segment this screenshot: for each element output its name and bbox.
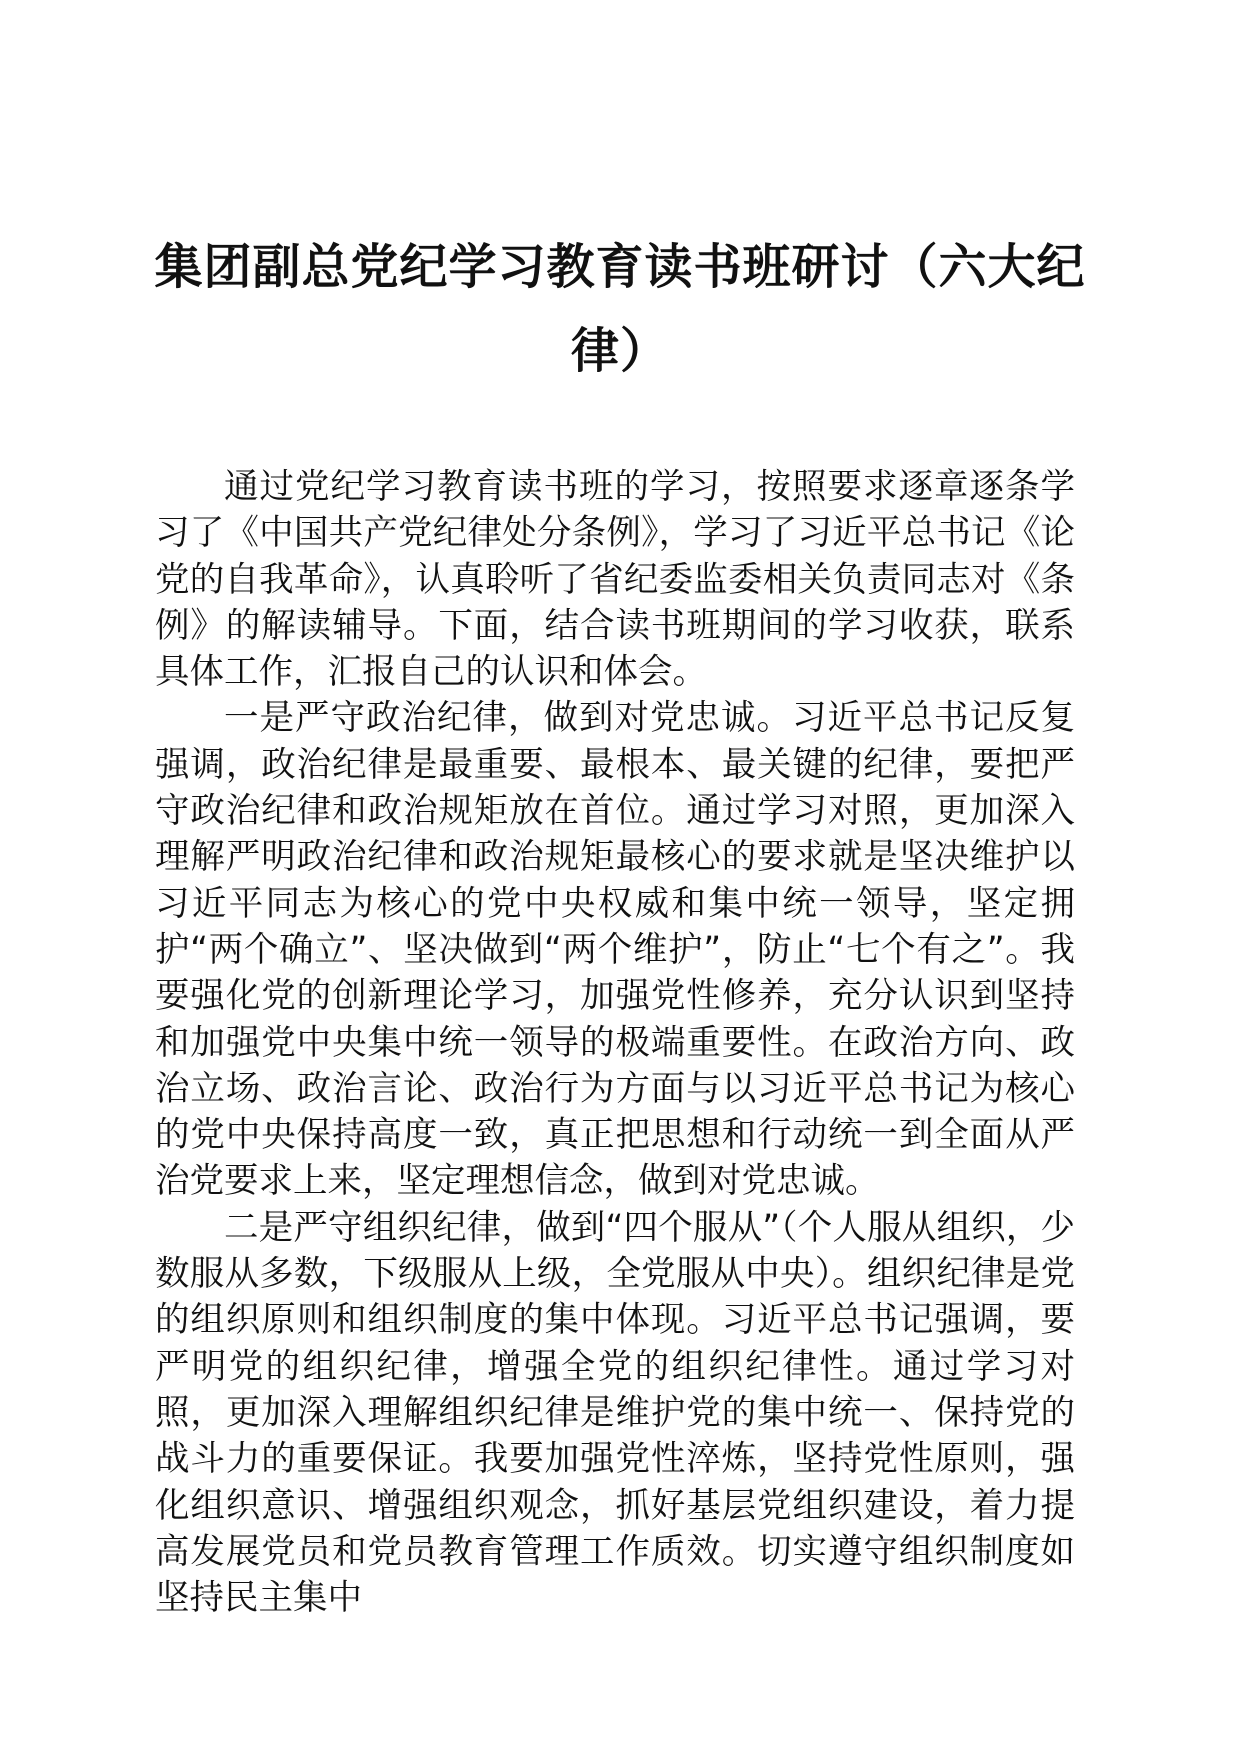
document-body <box>155 464 1075 1621</box>
paragraph-organizational-discipline: 二是严守组织纪律，做到“四个服从”（个人服从组织，少数服从多数，下级服从上级，全党服从中央）。组织纪律是党的组织原则和组织制度的集中体现。习近平总书记强调，要严明党的组织纪律，增强全党的组织纪律性。通过学习对照，更加深入理解组织纪律是维护党的集中统一、保持党的战斗力的重要保证。我要加强党性淬炼，坚持党性原则，强化组织意识、增强组织观念，抓好基层党组织建设，着力提高发展党员和党员教育管理工作质效。切实遵守组织制度如坚持民主集中 <box>155 1207 1075 1619</box>
paragraph-intro: 通过党纪学习教育读书班的学习，按照要求逐章逐条学习了《中国共产党纪律处分条例》，学习了习近平总书记《论党的自我革命》，认真聆听了省纪委监委相关负责同志对《条例》的解读辅导。下面，结合读书班期间的学习收获，联系具体工作，汇报自己的认识和体会。 <box>155 467 1075 693</box>
paragraph-political-discipline: 一是严守政治纪律，做到对党忠诚。习近平总书记反复强调，政治纪律是最重要、最根本、最关键的纪律，要把严守政治纪律和政治规矩放在首位。通过学习对照，更加深入理解严明政治纪律和政治规矩最核心的要求就是坚决维护以习近平同志为核心的党中央权威和集中统一领导，坚定拥护“两个确立”、坚决做到“两个维护”，防止“七个有之”。我要强化党的创新理论学习，加强党性修养，充分认识到坚持和加强党中央集中统一领导的极端重要性。在政治方向、政治立场、政治言论、政治行为方面与以习近平总书记为核心的党中央保持高度一致，真正把思想和行动统一到全面从严治党要求上来，坚定理想信念，做到对党忠诚。 <box>155 698 1075 1202</box>
document-title: 集团副总党纪学习教育读书班研讨（六大纪律） <box>154 239 1086 379</box>
